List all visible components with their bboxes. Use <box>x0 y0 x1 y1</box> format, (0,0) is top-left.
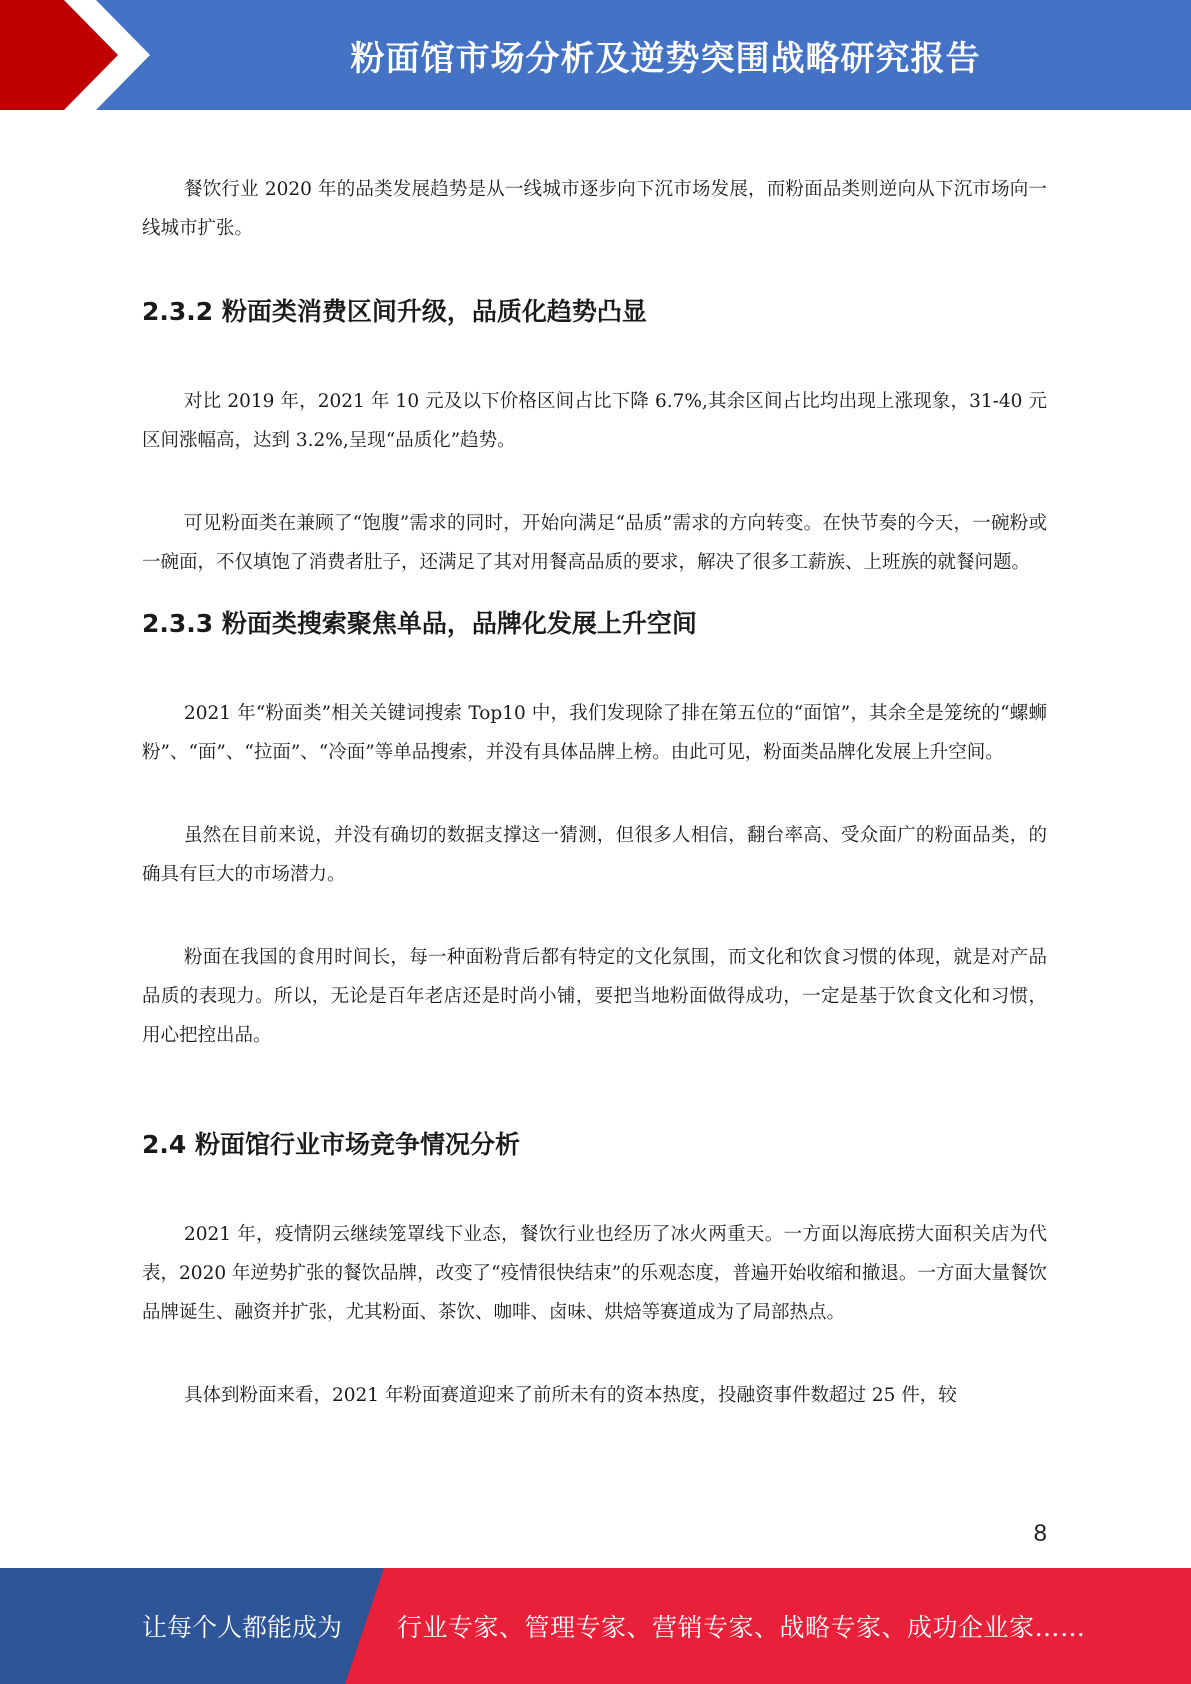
footer-slogan-left: 让每个人都能成为 <box>142 1613 343 1642</box>
paragraph: 对比 2019 年，2021 年 10 元及以下价格区间占比下降 6.7%,其余区间占比均出现上涨现象，31-40 元区间涨幅高，达到 3.2%,呈现“品质化”趋势。 <box>142 391 1047 451</box>
page-title: 粉面馆市场分析及逆势突围战略研究报告 <box>350 38 981 79</box>
section-heading-2-4: 2.4 粉面馆行业市场竞争情况分析 <box>142 1130 520 1159</box>
chevron-arrow-icon <box>0 0 160 110</box>
footer-slogan-right: 行业专家、管理专家、营销专家、战略专家、成功企业家…… <box>397 1613 1086 1642</box>
paragraph: 餐饮行业 2020 年的品类发展趋势是从一线城市逐步向下沉市场发展，而粉面品类则逆向从下沉市场向一线城市扩张。 <box>142 179 1047 239</box>
paragraph: 2021 年，疫情阴云继续笼罩线下业态，餐饮行业也经历了冰火两重天。一方面以海底捞大面积关店为代表，2020 年逆势扩张的餐饮品牌，改变了“疫情很快结束”的乐观态度，普遍开始收缩和撤退。一方面大量餐饮品牌诞生、融资并扩张，尤其粉面、茶饮、咖啡、卤味、烘焙等赛道成为了局部热点。 <box>142 1224 1047 1323</box>
paragraph: 2021 年“粉面类”相关关键词搜索 Top10 中，我们发现除了排在第五位的“面馆”，其余全是笼统的“螺蛳粉”、“面”、“拉面”、“冷面”等单品搜索，并没有具体品牌上榜。由此可见，粉面类品牌化发展上升空间。 <box>142 703 1047 763</box>
paragraph: 粉面在我国的食用时间长，每一种面粉背后都有特定的文化氛围，而文化和饮食习惯的体现，就是对产品品质的表现力。所以，无论是百年老店还是时尚小铺，要把当地粉面做得成功，一定是基于饮食文化和习惯，用心把控出品。 <box>142 947 1047 1046</box>
paragraph: 具体到粉面来看，2021 年粉面赛道迎来了前所未有的资本热度，投融资事件数超过 25 件，较 <box>184 1385 957 1406</box>
document-body <box>142 170 1047 1415</box>
section-heading-2-3-2: 2.3.2 粉面类消费区间升级，品质化趋势凸显 <box>142 297 647 326</box>
page-number: 8 <box>1033 1520 1047 1547</box>
header-banner <box>0 0 1191 110</box>
footer-banner <box>0 1568 1191 1684</box>
paragraph: 虽然在目前来说，并没有确切的数据支撑这一猜测，但很多人相信，翻台率高、受众面广的粉面品类，的确具有巨大的市场潜力。 <box>142 825 1047 885</box>
paragraph: 可见粉面类在兼顾了“饱腹”需求的同时，开始向满足“品质”需求的方向转变。在快节奏的今天，一碗粉或一碗面，不仅填饱了消费者肚子，还满足了其对用餐高品质的要求，解决了很多工薪族、上班族的就餐问题。 <box>142 513 1047 573</box>
section-heading-2-3-3: 2.3.3 粉面类搜索聚焦单品，品牌化发展上升空间 <box>142 609 697 638</box>
